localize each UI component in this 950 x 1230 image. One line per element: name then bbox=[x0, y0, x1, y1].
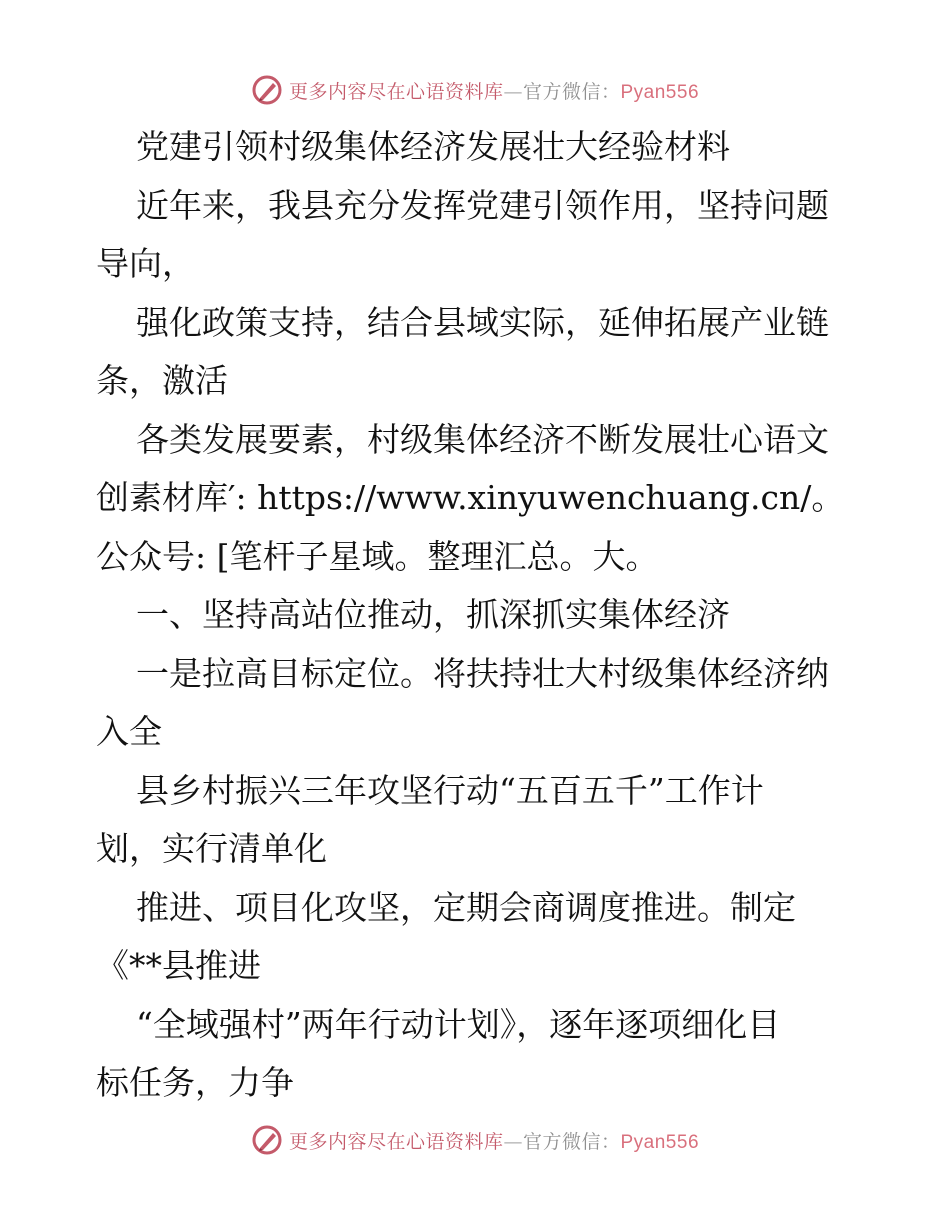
watermark-wechat-handle: Pyan556 bbox=[620, 1131, 700, 1153]
document-body bbox=[96, 118, 856, 1113]
watermark-group bbox=[251, 74, 699, 106]
watermark-group bbox=[251, 1124, 699, 1156]
watermark-text bbox=[289, 1127, 699, 1154]
body-line: 推进、项目化攻坚，定期会商调度推进。制定 bbox=[136, 887, 796, 927]
watermark-wechat-label: 官方微信： bbox=[522, 1130, 621, 1153]
watermark-dash: — bbox=[503, 1130, 523, 1153]
body-line: 近年来，我县充分发挥党建引领作用，坚持问题 bbox=[136, 185, 829, 225]
header-watermark-banner bbox=[0, 70, 950, 110]
body-line: 一是拉高目标定位。将扶持壮大村级集体经济纳 bbox=[136, 653, 829, 693]
body-line: 入全 bbox=[96, 712, 162, 751]
watermark-text bbox=[289, 77, 699, 104]
watermark-site-text: 更多内容尽在心语资料库 bbox=[288, 1130, 504, 1153]
body-line: 条，激活 bbox=[96, 361, 228, 400]
body-line: “全域强村”两年行动计划》，逐年逐项细化目 bbox=[136, 1004, 781, 1044]
watermark-dash: — bbox=[503, 80, 523, 103]
body-line: 各类发展要素，村级集体经济不断发展壮心语文 bbox=[136, 419, 829, 459]
quill-logo-icon bbox=[251, 74, 283, 106]
body-line: 划，实行清单化 bbox=[96, 829, 327, 868]
body-line: 公众号: [笔杆子星域。整理汇总。大。 bbox=[96, 536, 659, 576]
section-heading: 一、坚持高站位推动，抓深抓实集体经济 bbox=[136, 595, 730, 634]
footer-watermark-banner bbox=[0, 1120, 950, 1160]
watermark-wechat-label: 官方微信： bbox=[522, 80, 621, 103]
watermark-site-text: 更多内容尽在心语资料库 bbox=[288, 80, 504, 103]
document-title: 党建引领村级集体经济发展壮大经验材料 bbox=[136, 127, 730, 166]
body-line: 标任务，力争 bbox=[96, 1063, 294, 1102]
quill-logo-icon bbox=[251, 1124, 283, 1156]
body-line-url: 创素材库′: https://www.xinyuwenchuang.cn/。 bbox=[96, 478, 845, 517]
body-line: 导向， bbox=[96, 244, 195, 283]
body-line: 强化政策支持，结合县域实际，延伸拓展产业链 bbox=[136, 302, 829, 342]
watermark-wechat-handle: Pyan556 bbox=[620, 81, 700, 103]
body-line: 《**县推进 bbox=[96, 946, 261, 985]
body-line: 县乡村振兴三年攻坚行动“五百五千”工作计 bbox=[136, 770, 764, 810]
